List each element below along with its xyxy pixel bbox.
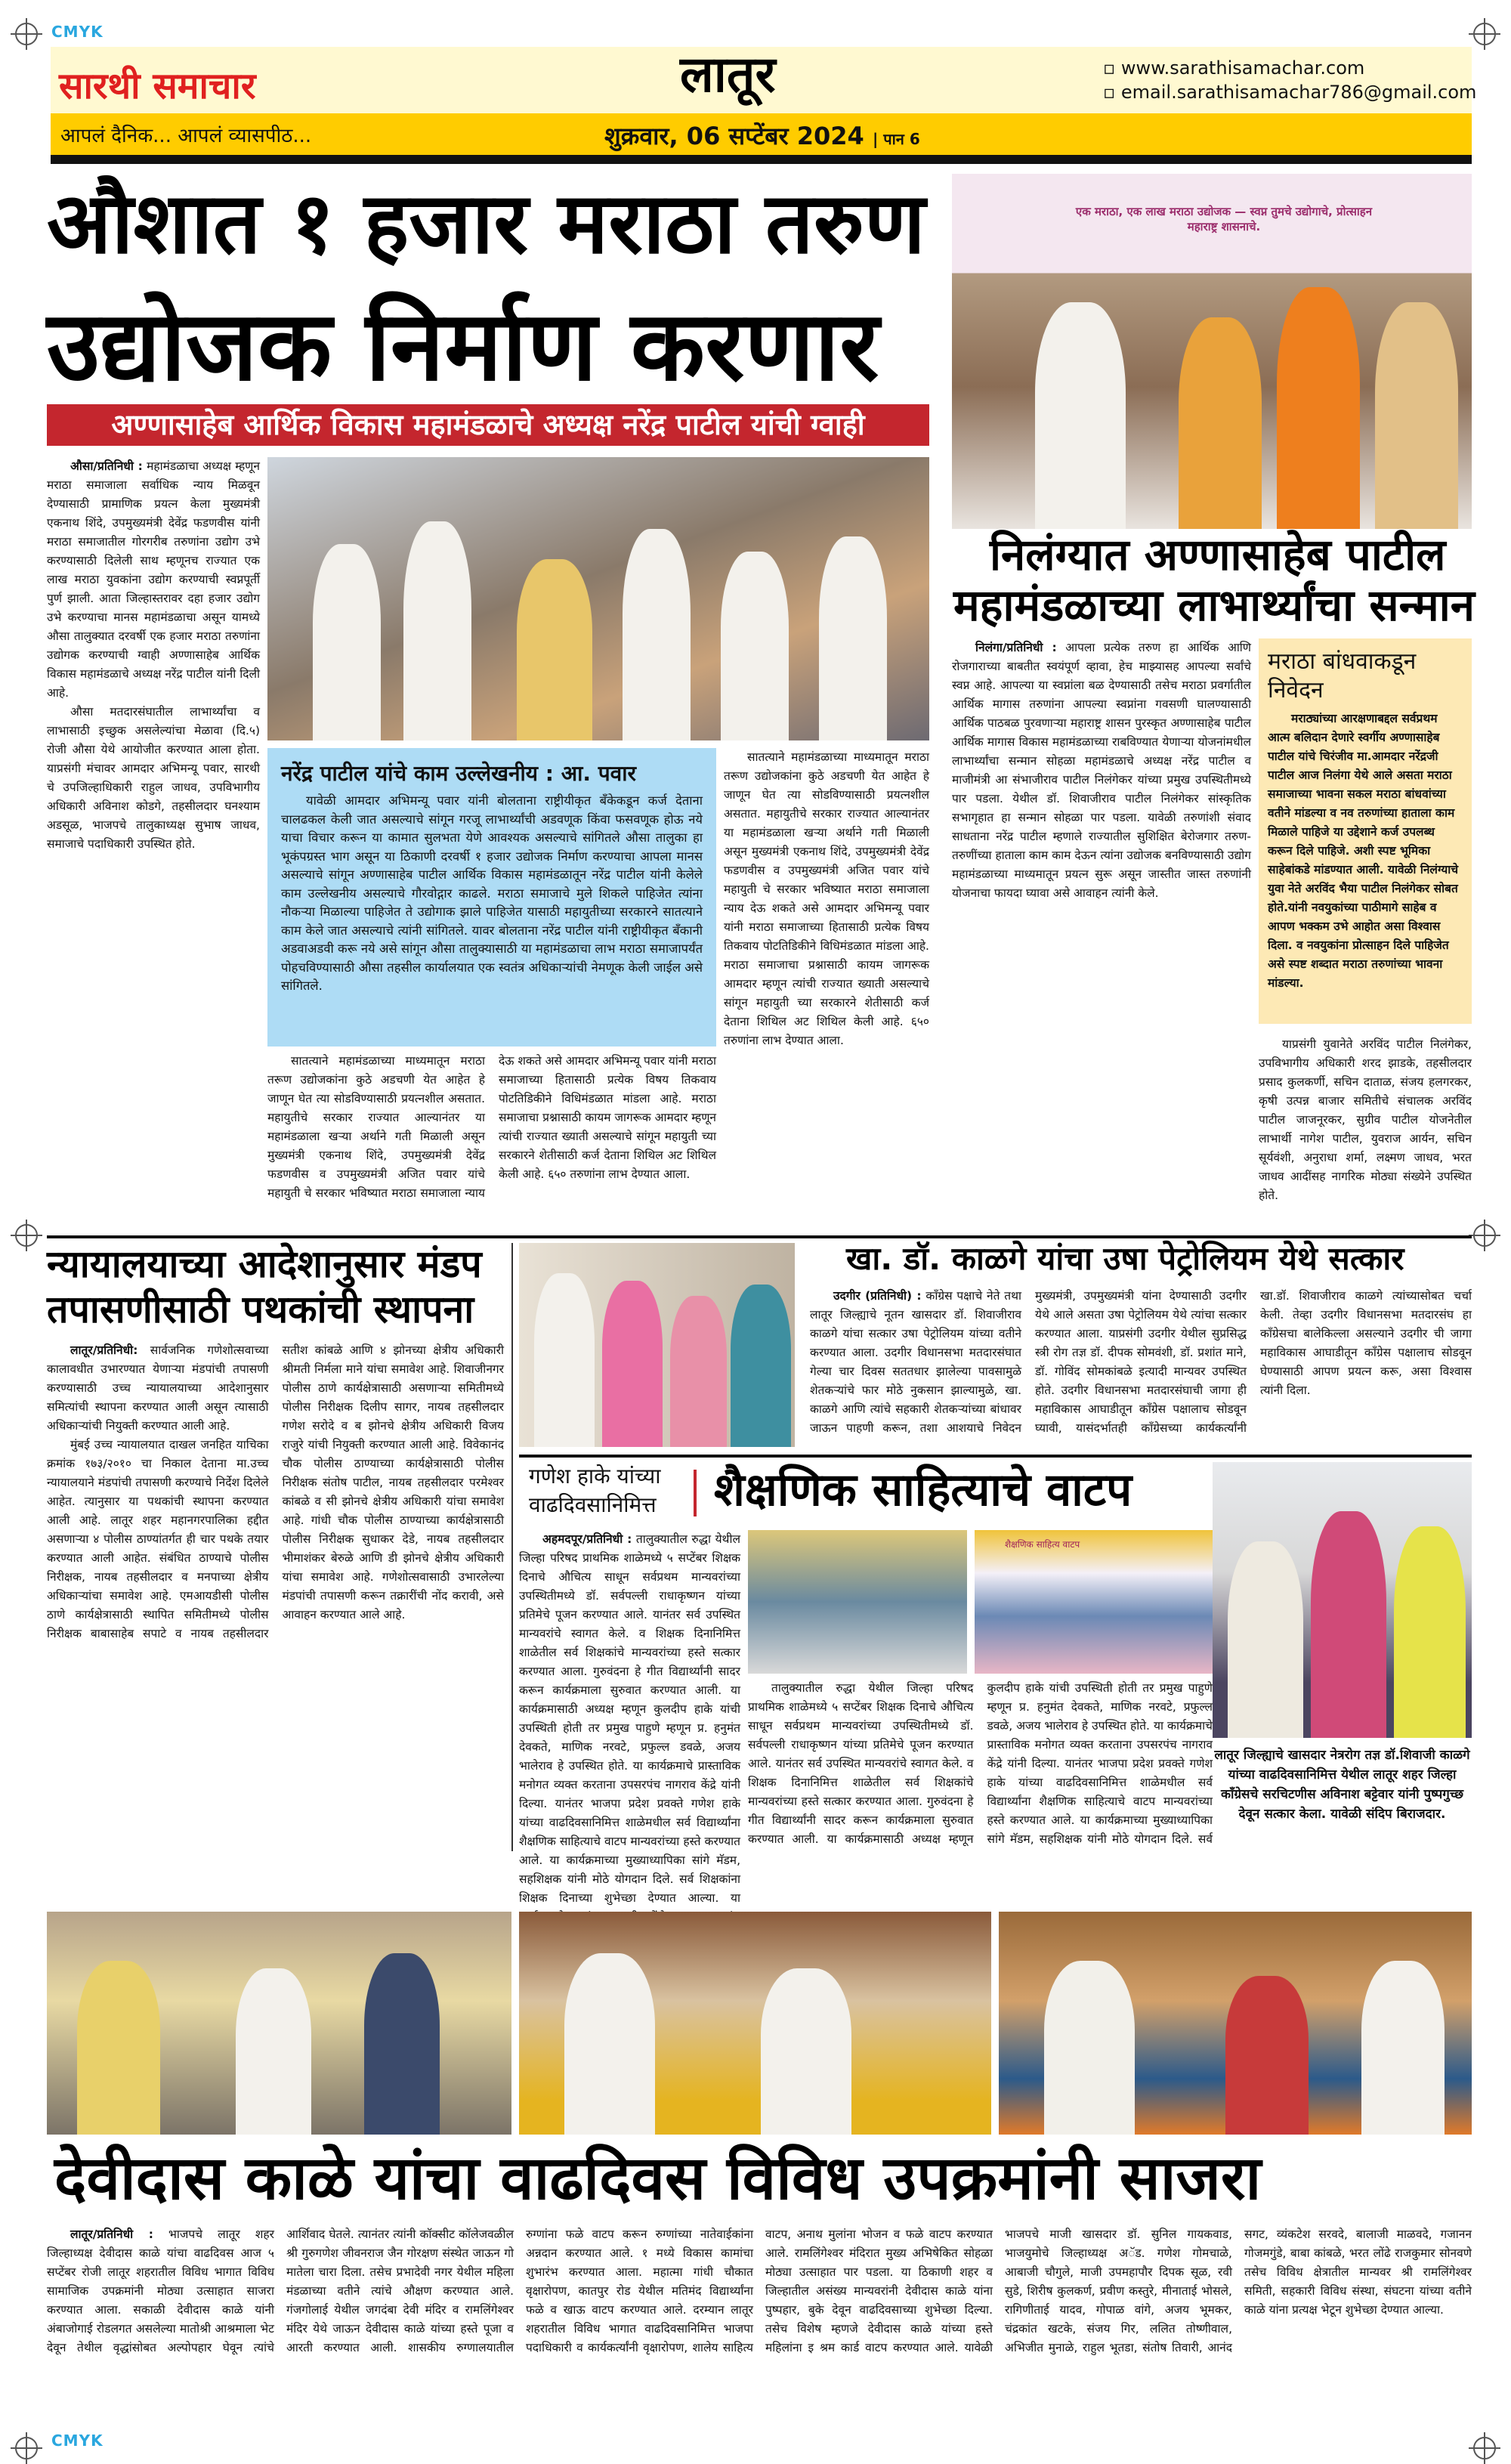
registration-mark-icon [1473,23,1496,45]
hake-article [519,1530,740,1905]
sidebar-title: नरेंद्र पाटील यांचे काम उल्लेखनीय : आ. पवार [281,761,636,786]
registration-mark-icon [1473,2437,1496,2459]
photo-banner-text: एक मराठा, एक लाख मराठा उद्योजक — स्वप्न तुमचे उद्योगाचे, प्रोत्साहन महाराष्ट्र शासनाचे. [1075,205,1373,233]
kalge-dateline: उदगीर (प्रतिनिधी) : [833,1289,922,1303]
hake-body: तालुक्यातील रुद्धा येथील जिल्हा परिषद प्राथमिक शाळेमध्ये ५ सप्टेंबर शिक्षक दिनाचे औचित्य साधून सर्वप्रथम मान्यवरांच्या उपस्थितीमध्ये डॉ. सर्वपल्ली राधाकृष्णन यांच्या प्रतिमेचे पूजन करण्यात आले. यानंतर सर्व उपस्थित मान्यवरांचे स्वागत केले. व शिक्षक दिनानिमित्त शाळेतील सर्व शिक्षकांचे मान्यवरांच्या हस्ते सत्कार करण्यात आला. गुरुवंदना हे गीत विद्यार्थ्यांनी सादर करून कार्यक्रमाला सुरुवात करण्यात आली. या कार्यक्रमासाठी अध्यक्ष म्हणून कुलदीप हाके यांची उपस्थिती होती तर प्रमुख पाहुणे म्हणून प्र. हनुमंत देवकते, माणिक नरवटे, प्रफुल्ल डवळे, अजय भालेराव हे उपस्थित होते. या कार्यक्रमाचे प्रास्ताविक मनोगत व्यक्त करताना उपसरपंच नागराव केंद्रे यांनी दिल्या. यानंतर भाजपा प्रदेश प्रवक्ते गणेश हाके यांच्या वाढदिवसानिमित्त शाळेमधील सर्व विद्यार्थ्यांना शैक्षणिक साहित्याचे वाटप मान्यवरांच्या हस्ते करण्यात आले. या कार्यक्रमाच्या मुख्याध्यापिका सांगे मॅडम, सहशिक्षक यांनी मोठे योगदान दिले. सर्व शिक्षकांना शिक्षक दिनाच्या शुभेच्छा देण्यात आल्या. या [519,1532,740,1905]
cmyk-label: CMYK [51,23,104,41]
lead-headline-line1: औशात १ हजार मराठा तरुण [47,175,925,273]
kicker-divider [694,1470,697,1516]
photo-banner-text: शैक्षणिक साहित्य वाटप [1005,1539,1080,1550]
hake-article-cont [748,1679,1213,1851]
lead-body: महामंडळाचा अध्यक्ष म्हणून मराठा समाजाला सर्वाधिक न्याय मिळवून देण्यासाठी प्रामाणिक प्रयत्न केला मुख्यमंत्री एकनाथ शिंदे, उपमुख्यमंत्री देवेंद्र फडणवीस यांनी मराठा समाजातील गोरगरीब तरुणांना उद्योग उभे करण्यासाठी दिलेली साथ म्हणूनच राज्यात एक लाख मराठा युवकांना उद्योग करण्याची स्वप्नपूर्ती पुर्ण झाली. आता जिल्हास्तरावर दहा हजार उद्योग उभे करण्याचा मानस महामंडळाचा असून यामध्ये औसा तालुक्यात दरवर्षी एक हजार मराठा तरुणांना उद्योगक करण्याची ग्वाही अण्णासाहेब आर्थिक विकास महामंडळाचे अध्यक्ष नरेंद्र पाटील यांनी दिली आहे. [47,459,260,700]
memorandum-title: मराठा बांधवाकडून निवेदन [1268,648,1417,703]
nilanga-dateline: निलंगा/प्रतिनिधी : [975,641,1057,654]
kale-photo-3 [999,1912,1472,2135]
lead-article-column [47,457,260,1228]
email-link[interactable]: ▫ email.sarathisamachar786@gmail.com [1103,82,1477,103]
sidebar-box [267,748,716,1047]
registration-mark-icon [15,1224,38,1247]
lead-subhead: अण्णासाहेब आर्थिक विकास महामंडळाचे अध्यक्ष नरेंद्र पाटील यांची ग्वाही [47,404,929,446]
kale-photo-2 [519,1912,991,2135]
hake-headline: शैक्षणिक साहित्याचे वाटप [714,1464,1132,1516]
hake-kicker-line1: गणेश हाके यांच्या [529,1464,661,1489]
birthday-photo [1213,1462,1472,1738]
memorandum-body: मराठ्यांच्या आरक्षणाबद्दल सर्वप्रथम आत्म बलिदान देणारे स्वर्गीय अण्णासाहेब पाटील यांचे चिरंजीव मा.आमदार नरेंद्रजी पाटील आज निलंगा येथे आले असता मराठा समाजाच्या भावना सकल मराठा बांधवांच्या वतीने मांडल्या व नव तरुणांच्या हाताला काम मिळाले पाहिजे या उद्देशाने कर्ज उपलब्ध करून दिले पाहिजे. अशी स्पष्ट भूमिका साहेबांकडे मांडण्यात आली. यावेळी निलंग्याचे युवा नेते अरविंद भैया पाटील निलंगेकर सोबत होते.यांनी नवयुकांच्या पाठीमागे साहेब व आपण भक्कम उभे आहोत असा विश्वास दिला. व नवयुकांना प्रोत्साहन दिले पाहिजेत असे स्पष्ट शब्दात मराठा तरुणांच्या भावना मांडल्या. [1268,712,1459,990]
edition-city: लातूर [680,45,776,104]
court-article [47,1341,504,1851]
email-text: email.sarathisamachar786@gmail.com [1120,82,1477,103]
nilanga-headline-line2: महामंडळाच्या लाभार्थ्यांचा सन्मान [953,580,1475,631]
kale-headline: देवीदास काळे यांचा वाढदिवस विविध उपक्रमांनी साजरा [54,2143,1262,2213]
hake-dateline: अहमदपूर/प्रतिनिधी : [542,1532,632,1546]
registration-mark-icon [15,23,38,45]
date-text: शुक्रवार, 06 सप्टेंबर 2024 [604,122,864,150]
kale-body: भाजपचे लातूर शहर जिल्हाध्यक्ष देवीदास काळे यांचा वाढदिवस आज ५ सप्टेंबर रोजी लातूर शहरातील विविध भागात विविध सामाजिक उपक्रमांनी मोठ्या उत्साहात साजरा करण्यात आला. सकाळी देवीदास काळे यांनी अंबाजोगाई रोडलगत असलेल्या मातोश्री आश्रमाला भेट देवून तेथील वृद्धांसोबत अल्पोपहार घेवून त्यांचे आर्शिवाद घेतले. त्यानंतर त्यांनी कॉक्सीट कॉलेजवळील श्री गुरुगणेश जीवनराज जैन गोरक्षण संस्थेत जाऊन गो मातेला चारा दिला. तसेच प्रभादेवी नगर येथील महिला मंडळाच्या वतीने त्यांचे औक्षण करण्यात आले. गंजगोलाई येथील जगदंबा देवी मंदिर व रामलिंगेश्वर मंदिर येथे जाऊन देवीदास काळे यांच्या हस्ते पूजा व आरती करण्यात आली. शासकीय रुग्णालयातील रुग्णांना फळे वाटप करून रुग्णांच्या नातेवाईकांना अन्नदान करण्यात आले. १ मध्ये विकास कामांचा शुभारंभ करण्यात आला. महात्मा गांधी चौकात वृक्षारोपण, कातपुर रोड येथील मतिमंद विद्यार्थ्यांना फळे व खाऊ वाटप करण्यात आले. दरम्यान लातूर शहरातील विविध भागात वाढदिवसानिमित्त भाजपा पदाधिकारी व कार्यकर्त्यांनी वृक्षारोपण, शालेय साहित्य वाटप, अनाथ मुलांना भोजन व फळे वाटप करण्यात आले. रामलिंगेश्वर मंदिरात मुख्य अभिषेकित सोहळा मोठ्या उत्साहात पार पडला. या ठिकाणी शहर व जिल्हातील असंख्य मान्यवरांनी देवीदास काळे यांना पुष्पहार, बुके देवून वाढदिवसाच्या शुभेच्छा दिल्या. तसेच विशेष म्हणजे देवीदास काळे यांच्या हस्ते महिलांना इ श्रम कार्ड वाटप करण्यात आले. यावेळी भाजपचे माजी खासदार डॉ. सुनिल गायकवाड, भाजयुमोचे जिल्हाध्यक्ष अॅड. गणेश गोमचाळे, आबाजी चौगुले, माजी उपमहापौर दिपक सूळ, रवी सुडे, शिरीष कुलकर्ण, प्रवीण कस्तुरे, मीनाताई भोसले, रागिणीताई यादव, गोपाळ वांगे, अजय भूमकर, चंद्रकांत खटके, संजय गिर, ललित तोष्णीवाल, अभिजीत मुनाळे, राहुल भूतडा, संतोष तिवारी, आनंद सगट, व्यंकटेश सरवदे, बालाजी माळवदे, गजानन गोजमगुंडे, बाबा कांबळे, भरत लोंढे राजकुमार सोनवणे तसेच विविध क्षेत्रातील मान्यवर श्री रामलिंगेश्वर समिती, सहकारी विविध संस्था, संघटना यांच्या वतीने काळे यांना प्रत्यक्ष भेटून शुभेच्छा देण्यात आल्या. [47,2227,1472,2354]
court-headline-line1: न्यायालयाच्या आदेशानुसार मंडप [47,1242,482,1286]
tagline: आपलं दैनिक... आपलं व्यासपीठ... [60,125,312,147]
nilanga-article [952,638,1251,1228]
website-text: www.sarathisamachar.com [1120,57,1365,79]
lead-headline-line2: उद्योजक निर्माण करणार [47,290,879,403]
nilanga-article-end [1259,1035,1472,1228]
court-dateline: लातूर/प्रतिनिधी: [70,1343,138,1357]
registration-mark-icon [1473,1224,1496,1247]
page-number: | पान 6 [872,130,920,148]
kale-article [47,2225,1472,2395]
nilanga-body: आपला प्रत्येक तरुण हा आर्थिक आणि रोजगाराच्या बाबतीत स्वयंपूर्ण व्हावा, हेच माझ्यासह आपल्या सर्वांचे स्वप्न आहे. आपल्या या स्वप्नांला बळ देण्यासाठी तसेच मराठा प्रवर्गातील आर्थिक मागास तरुणांना आपल्या स्वप्नांना गवसणी घालण्यासाठी आर्थिक पाठबळ पुरवणाऱ्या महाराष्ट्र शासन पुरस्कृत अण्णासाहेब पाटील आर्थिक मागास विकास महामंडळाच्या राबविण्यात येणाऱ्या योजनांमधील लाभार्थ्यांचा सन्मान सोहळा महामंडळाचे अध्यक्ष नरेंद्र पाटील व माजीमंत्री आ संभाजीराव पाटील निलंगेकर यांच्या प्रमुख उपस्थितीमध्ये पार पडला. येथील डॉ. शिवाजीराव पाटील निलंगेकर सांस्कृतिक सभागृहात हा सन्मान सोहळा पार पडला. यावेळी तरुणांशी संवाद साधताना नरेंद्र पाटील म्हणाले राज्यातील सुशिक्षित बेरोजगार तरुण-तरुणींच्या हाताला काम काम देऊन त्यांना उद्योजक बनविण्यासाठी उद्योग महामंडळाच्या माध्यमातून प्रयत्न सुरू असून जास्तीत जास्त तरुणांनी योजनाचा फायदा घ्यावा असे आवाहन त्यांनी केले. [952,641,1252,900]
hake-body-2: तालुक्यातील रुद्धा येथील जिल्हा परिषद प्राथमिक शाळेमध्ये ५ सप्टेंबर शिक्षक दिनाचे औचित्य साधून सर्वप्रथम मान्यवरांच्या उपस्थितीमध्ये डॉ. सर्वपल्ली राधाकृष्णन यांच्या प्रतिमेचे पूजन करण्यात आले. यानंतर सर्व उपस्थित मान्यवरांचे स्वागत केले. व शिक्षक दिनानिमित्त शाळेतील सर्व शिक्षकांचे मान्यवरांच्या हस्ते सत्कार करण्यात आला. गुरुवंदना हे गीत विद्यार्थ्यांनी सादर करून कार्यक्रमाला सुरुवात करण्यात आली. या कार्यक्रमासाठी अध्यक्ष म्हणून कुलदीप हाके यांची उपस्थिती होती तर प्रमुख पाहुणे म्हणून प्र. हनुमंत देवकते, माणिक नरवटे, प्रफुल्ल डवळे, अजय भालेराव हे उपस्थित होते. या कार्यक्रमाचे प्रास्ताविक मनोगत व्यक्त करताना उपसरपंच नागराव केंद्रे यांनी दिल्या. यानंतर भाजपा प्रदेश प्रवक्ते गणेश हाके यांच्या वाढदिवसानिमित्त शाळेमधील सर्व विद्यार्थ्यांना शैक्षणिक साहित्याचे वाटप मान्यवरांच्या हस्ते करण्यात आले. या कार्यक्रमाच्या मुख्याध्यापिका सांगे मॅडम, सहशिक्षक यांनी मोठे योगदान दिले. सर्व [748,1681,1213,1846]
lead-right-column [724,748,929,1228]
nilanga-body-2: याप्रसंगी युवानेते अरविंद पाटील निलंगेकर, उपविभागीय अधिकारी शरद झाडके, तहसीलदार प्रसाद कुलकर्णी, सचिन दाताळ, संजय हलगरकर, कृषी उत्पन्न बाजार समितीचे संचालक अरविंद पाटील जाजनूरकर, सुग्रीव पाटील योजनेतील लाभार्थी नागेश पाटील, युवराज आर्यन, सचिन सूर्यवंशी, अनुराधा शर्मा, लक्ष्मण जाधव, भरत जाधव आदींसह नागरिक मोठ्या संख्येने उपस्थित होते. [1259,1037,1472,1202]
lead-body-3: सातत्याने महामंडळाच्या माध्यमातून मराठा तरूण उद्योजकांना कुठे अडचणी येत आहेत हे जाणून घेत त्या सोडविण्यासाठी प्रयत्नशील असतात. महायुतीचे सरकार राज्यात आल्यानंतर या महामंडळाला खऱ्या अर्थाने गती मिळाली असून मुख्यमंत्री एकनाथ शिंदे, उपमुख्यमंत्री देवेंद्र फडणवीस व उपमुख्यमंत्री अजित पवार यांचे महायुती चे सरकार भविष्यात मराठा समाजाला न्याय देऊ शकते असे आमदार अभिमन्यू पवार यांनी मराठा समाजाच्या हितासाठी प्रत्येक विषय तिकवाय पोटतिडिकीने विधिमंडळात मांडला आहे. मराठा समाजाचा प्रश्नासाठी कायम जागरूक आमदार म्हणून त्यांची राज्यात ख्याती असल्याचे सांगून महायुती च्या सरकारने शेतीसाठी कर्ज देताना शिथिल अट शिथिल केली आहे. ६५० तरुणांना लाभ देण्यात आला. [267,1054,716,1200]
court-body: सार्वजनिक गणेशोत्सवाच्या कालावधीत उभारण्यात येणाऱ्या मंडपांची तपासणी करण्यासाठी उच्च न्यायालयाच्या आदेशानुसार समित्यांची स्थापना करण्यात आली असून त्यासाठी अधिकाऱ्यांची नियुक्ती करण्यात आली आहे. [47,1343,269,1433]
court-body-2: मुंबई उच्च न्यायालयात दाखल जनहित याचिका क्रमांक १७३/२०१० चा निकाल देताना मा.उच्च न्यायालयाने मंडपांची तपासणी करण्याचे निर्देश दिलेले आहेत. त्यानुसार या पथकांची स्थापना करण्यात आली आहे. लातूर शहर महानगरपालिका हद्दीत असणाऱ्या ४ पोलीस ठाण्यांतर्गत ही चार पथके तयार करण्यात आली आहेत. संबंधित ठाण्याचे पोलीस निरीक्षक, नायब तहसीलदार व मनपाच्या क्षेत्रीय अधिकाऱ्यांचा समावेश आहे. एमआयडीसी पोलीस ठाणे कार्यक्षेत्रासाठी स्थापित समितीमध्ये पोलीस निरीक्षक बाबासाहेब सपाटे व नायब तहसीलदार सतीश कांबळे आणि ४ झोनच्या क्षेत्रीय अधिकारी श्रीमती निर्मला माने यांचा समावेश आहे. शिवाजीनगर पोलीस ठाणे कार्यक्षेत्रासाठी असणाऱ्या समितीमध्ये पोलीस निरीक्षक दिलीप सागर, नायब तहसीलदार गणेश सरोदे व ब झोनचे क्षेत्रीय अधिकारी विजय राजुरे यांची नियुक्ती करण्यात आली आहे. विवेकानंद चौक पोलीस ठाण्याच्या कार्यक्षेत्रासाठी पोलीस निरीक्षक संतोष पाटील, नायब तहसीलदार परमेश्वर कांबळे व सी झोनचे क्षेत्रीय अधिकारी यांचा समावेश आहे. गांधी चौक पोलीस ठाण्याच्या कार्यक्षेत्रासाठी पोलीस निरीक्षक सुधाकर देडे, नायब तहसीलदार भीमाशंकर बेरुळे आणि डी झोनचे क्षेत्रीय अधिकारी यांचा समावेश आहे. गणेशोत्सवासाठी उभारलेल्या मंडपांची तपासणी करून तक्रारींची नोंद करावी, असे आवाहन करण्यात आले आहे. [47,1343,504,1640]
memorandum-box [1259,638,1472,1024]
kalge-headline: खा. डॉ. काळगे यांचा उषा पेट्रोलियम येथे सत्कार [846,1240,1404,1277]
hake-kicker [529,1462,661,1520]
hake-photo-2 [975,1530,1213,1674]
birthday-caption: लातूर जिल्ह्याचे खासदार नेत्ररोग तज्ञ डॉ.शिवाजी काळगे यांच्या वाढदिवसानिमित्त येथील लातूर शहर जिल्हा कॉंग्रेसचे सरचिटणीस अविनाश बट्टेवार यांनी पुष्पगुच्छ देवून सत्कार केला. यावेळी संदिप बिराजदार. [1214,1748,1470,1822]
issue-date [604,119,920,152]
lead-photo [267,457,929,740]
lead-body-2: औसा मतदारसंघातील लाभार्थ्यांचा व लाभासाठी इच्छुक असलेल्यांचा मेळावा (दि.५) रोजी औसा येथे आयोजीत करण्यात आला होता. याप्रसंगी मंचावर आमदार अभिमन्यू पवार, सारथी चे उपजिल्हाधिकारी राहुल जाधव, उपविभागीय अधिकारी अविनाश कोडगे, तहसीलदार घनश्याम अडसूळ, भाजपचे तालुकाध्यक्ष सुभाष जाधव, समाजाचे पदाधिकारी उपस्थित होते. [47,705,260,851]
lead-dateline: औसा/प्रतिनिधी : [70,459,143,473]
newspaper-logo: सारथी समाचार [59,65,256,107]
nilanga-headline-line1: निलंग्यात अण्णासाहेब पाटील [990,529,1446,580]
cmyk-label-bottom: CMYK [51,2432,104,2450]
nilanga-photo [952,174,1472,529]
court-headline-line2: तपासणीसाठी पथकांची स्थापना [47,1288,474,1331]
kalge-article [810,1287,1472,1447]
column-divider [511,1243,513,1851]
website-link[interactable]: ▫ www.sarathisamachar.com [1103,57,1365,79]
sidebar-body: यावेळी आमदार अभिमन्यू पवार यांनी बोलताना राष्ट्रीयीकृत बँकेकडून कर्ज देताना चालढकल केली जात असल्याचे सांगून गरजू लाभार्थ्यांची अडवणूक किंवा फसवणूक होऊ नये याचा विचार करून या कामात सुलभता येणे आवश्यक असल्याचे सांगितले औसा तालुका हा भूकंपग्रस्त भाग असून या ठिकाणी दरवर्षी १ हजार उद्योजक निर्माण करण्याचा आपला मानस असल्याचे सांगून अण्णासाहेब पाटील आर्थिक विकास महामंडळातून नरेंद्र पाटील यांनी केलेले काम उल्लेखनीय असल्याचे गौरवोद्गार काढले. मराठा समाजाचे मुले शिकले पाहिजेत त्यांना नौकऱ्या मिळाल्या पाहिजेत ते उद्योगाक झाले पाहिजेत यासाठी महायुतीच्या सरकारने सातत्याने काम केले जात असल्याचे त्यांनी सांगितले. यावर बोलताना नरेंद्र पाटील यांनी राष्ट्रीयीकृत बँकानी अडवाअडवी करू नये असे सांगून औसा तालुक्यासाठी या महामंडळाचा लाभ मराठा समाजापर्यंत पोहचविण्यासाठी औसा तहसील कार्यालयात एक स्वतंत्र अधिकाऱ्यांची नेमणूक केली जाईल असे सांगितले. [281,793,703,993]
registration-mark-icon [15,2437,38,2459]
hake-kicker-line2: वाढदिवसानिमित्त [529,1492,657,1517]
lead-continued-text [267,1052,716,1228]
kale-dateline: लातूर/प्रतिनिधी : [70,2227,153,2241]
kale-photo-1 [47,1912,511,2135]
hake-photo-1 [748,1530,967,1674]
kalge-body: काँग्रेस पक्षाचे नेते तथा लातूर जिल्ह्याचे नूतन खासदार डॉ. शिवाजीराव काळगे यांचा सत्कार उषा पेट्रोलियम यांच्या वतीने करण्यात आला. उदगीर विधानसभा मतदारसंघात गेल्या चार दिवस सततधार झालेल्या पावसामुळे शेतकऱ्यांचे फार मोठे नुकसान झाल्यामुळे, खा. काळगे आणि त्यांचे सहकारी शेतकऱ्यांच्या बांधावर जाऊन पाहणी करून, तशा आशयाचे निवेदन मुख्यमंत्री, उपमुख्यमंत्री यांना देण्यासाठी उदगीर येथे आले असता उषा पेट्रोलियम येथे त्यांचा सत्कार करण्यात आला. याप्रसंगी उदगीर येथील सुप्रसिद्ध स्त्री रोग तज्ञ डॉ. दीपक सोमवंशी, डॉ. प्रशांत माने, डॉ. गोविंद सोमकांबळे इत्यादी मान्यवर उपस्थित होते. उदगीर विधानसभा मतदारसंघाची जागा ही महाविकास आघाडीतून काँग्रेस पक्षालाच सोडवून घ्यावी, यासंदर्भातही काँग्रेसच्या कार्यकर्त्यांनी खा.डॉ. शिवाजीराव काळगे त्यांच्यासोबत चर्चा केली. तेव्हा उदगीर विधानसभा मतदारसंघ हा काँग्रेसचा बालेकिल्ला असल्याने उदगीर ची जागा महाविकास आघाडीतून काँग्रेस पक्षालाच सोडवून घेण्यासाठी आपण प्रयत्न करू, असा विश्वास त्यांनी दिला. [810,1289,1472,1435]
section-divider [47,1235,1472,1238]
section-divider [519,1455,1472,1458]
lead-body-3b: सातत्याने महामंडळाच्या माध्यमातून मराठा तरूण उद्योजकांना कुठे अडचणी येत आहेत हे जाणून घेत त्या सोडविण्यासाठी प्रयत्नशील असतात. महायुतीचे सरकार राज्यात आल्यानंतर या महामंडळाला खऱ्या अर्थाने गती मिळाली असून मुख्यमंत्री एकनाथ शिंदे, उपमुख्यमंत्री देवेंद्र फडणवीस व उपमुख्यमंत्री अजित पवार यांचे महायुती चे सरकार भविष्यात मराठा समाजाला न्याय देऊ शकते असे आमदार अभिमन्यू पवार यांनी मराठा समाजाच्या हितासाठी प्रत्येक विषय तिकवाय पोटतिडिकीने विधिमंडळात मांडला आहे. मराठा समाजाचा प्रश्नासाठी कायम जागरूक आमदार म्हणून त्यांची राज्यात ख्याती असल्याचे सांगून महायुती च्या सरकारने शेतीसाठी कर्ज देताना शिथिल अट शिथिल केली आहे. ६५० तरुणांना लाभ देण्यात आला. [724,750,929,1047]
kalge-photo [519,1243,795,1447]
